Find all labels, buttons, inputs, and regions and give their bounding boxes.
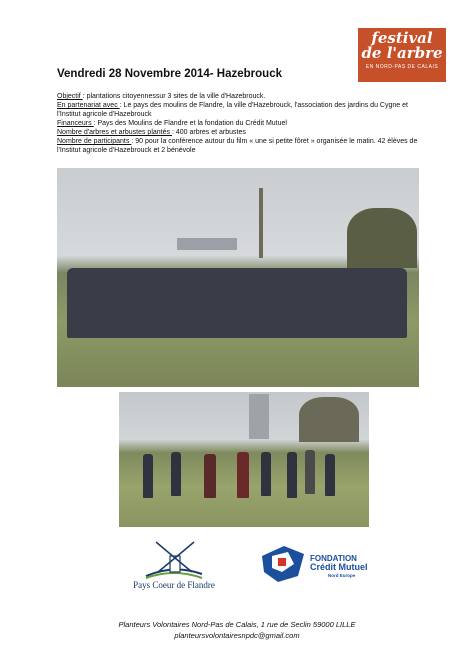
info-partenariat: En partenariat avec : Le pays des moulins de Flandre, la ville d'Hazebrouck, l'association des jardins du Cygne et l'Institut agricole d'Hazebrouck [57, 102, 408, 118]
tree-trunk [259, 188, 263, 258]
crowd-of-students [67, 268, 407, 338]
windmill-icon [132, 538, 216, 580]
person [261, 452, 271, 496]
page-title: Vendredi 28 Novembre 2014- Hazebrouck [57, 68, 282, 80]
person [204, 454, 216, 498]
tree-cluster [299, 397, 359, 442]
festival-logo-line3: EN NORD-PAS DE CALAIS [365, 64, 439, 70]
person [143, 454, 153, 498]
person [325, 454, 335, 496]
fondation-credit-mutuel-logo [258, 542, 378, 590]
festival-logo-line2: de l'arbre [361, 44, 443, 62]
person [287, 452, 297, 498]
info-participants: Nombre de participants : 90 pour la conférence autour du film « une si petite fôret » organisée le matin. 42 élèves de l'Institut agricole d'Hazebrouck et 2 bénévole [57, 138, 418, 154]
group-photo-large [57, 168, 419, 387]
footer-email: planteursvolontairesnpdc@gmail.com [174, 631, 300, 640]
pays-coeur-label: Pays Coeur de Flandre [133, 580, 215, 590]
footer-address: Planteurs Volontaires Nord-Pas de Calais, 1 rue de Seclin 59000 LILLE [118, 620, 356, 629]
person [171, 452, 181, 496]
info-financeurs: Financeurs : Pays des Moulins de Flandre et la fondation du Crédit Mutuel [57, 120, 287, 127]
nord-europe-label: Nord Europe [328, 573, 356, 578]
event-info [57, 92, 427, 155]
pays-coeur-de-flandre-logo [132, 538, 216, 594]
tree-cluster [347, 208, 417, 268]
festival-logo-line1: festival [371, 29, 433, 47]
silo [249, 394, 269, 439]
info-nombre-arbres: Nombre d'arbres et arbustes plantés : 400 arbres et arbustes [57, 129, 246, 136]
fondation-label: FONDATION [310, 554, 357, 563]
person [305, 450, 315, 494]
credit-mutuel-emblem-icon [258, 542, 308, 586]
person [237, 452, 249, 498]
credit-mutuel-label: Crédit Mutuel [310, 562, 368, 572]
festival-de-l-arbre-logo [358, 28, 446, 82]
building [177, 238, 237, 250]
group-photo-small [119, 392, 369, 527]
info-objectif: Objectif : plantations citoyennessur 3 sites de la ville d'Hazebrouck. [57, 93, 266, 100]
